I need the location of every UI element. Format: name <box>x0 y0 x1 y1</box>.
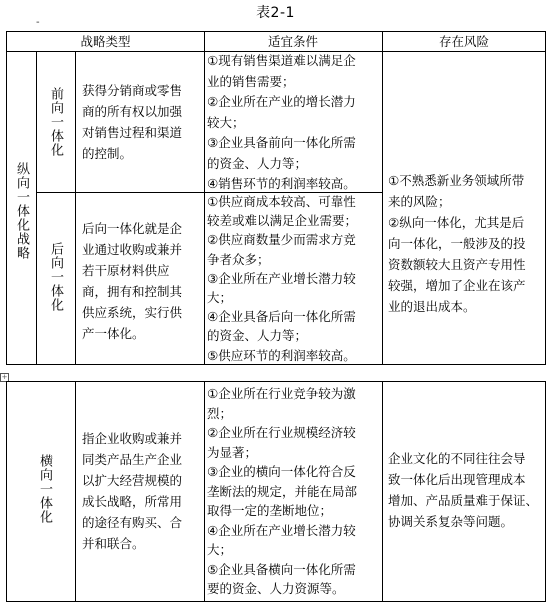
condition-line: 大； <box>207 290 233 306</box>
horizontal-desc-line: 以扩大经营规模的 <box>82 473 183 488</box>
risk-line: 业的退出成本。 <box>388 299 476 314</box>
condition-line: ③企业所在产业增长潜力较 <box>207 270 356 286</box>
condition-line: ②供应商数量少而需求方竞 <box>207 232 356 248</box>
risk-line: 致一体化后出现管理成本 <box>388 472 526 487</box>
forward-integration-label: 前向一体化 <box>48 87 63 157</box>
horizontal-integration-table <box>6 381 546 602</box>
condition-line: ④企业具备后向一体化所需 <box>207 309 356 325</box>
condition-line: ②企业所在产业的增长潜力 <box>207 94 356 109</box>
condition-line: 业的销售需要； <box>207 73 295 89</box>
condition-line: ⑤企业具备横向一体化所需 <box>207 561 356 577</box>
forward-desc-line: 的控制。 <box>82 146 133 161</box>
condition-line: 的资金、人力等； <box>207 155 308 171</box>
condition-line: 较差或难以满足企业需要； <box>207 213 358 229</box>
condition-line: 的资金、人力等； <box>207 328 308 344</box>
horizontal-desc-line: 指企业收购或兼并 <box>82 431 183 446</box>
table-title: 表2-1 <box>256 5 295 21</box>
risk-line: 协调关系复杂等问题。 <box>388 514 514 529</box>
risk-line: ②纵向一体化，尤其是后 <box>388 215 525 230</box>
condition-line: ①企业所在行业竞争较为激 <box>207 386 356 401</box>
backward-integration-description <box>82 218 202 344</box>
backward-desc-line: 若干原材料供应 <box>82 263 170 278</box>
forward-desc-line: 商的所有权以加强 <box>82 104 183 119</box>
condition-line: 垄断法的规定，并能在局部 <box>207 483 358 499</box>
backward-integration-label: 后向一体化 <box>48 242 63 312</box>
condition-line: 为显著； <box>207 444 258 460</box>
condition-line: ②企业所在行业规模经济较 <box>207 425 356 440</box>
condition-line: 大； <box>207 542 233 557</box>
horizontal-integration-description <box>82 428 202 554</box>
risk-line: 向一体化，一般涉及的投 <box>388 236 526 251</box>
horizontal-desc-line: 成长战略，所常用 <box>82 494 183 509</box>
risk-line: 较强，增加了企业在该产 <box>388 278 526 293</box>
forward-integration-description <box>82 80 202 164</box>
condition-line: 较大； <box>207 114 245 130</box>
condition-line: 烈； <box>207 405 233 421</box>
backward-integration-conditions <box>207 192 382 365</box>
condition-line: ⑤供应环节的利润率较高。 <box>207 347 356 363</box>
risk-line: 增加、产品质量难于保证、 <box>388 493 539 508</box>
risk-line: ①不熟悉新业务领域所带 <box>388 173 525 188</box>
condition-line: 争者众多； <box>207 251 270 267</box>
forward-integration-conditions <box>207 51 382 195</box>
risk-line: 资数额较大且资产专用性 <box>388 257 526 272</box>
backward-desc-line: 产一体化。 <box>82 326 145 341</box>
condition-line: ④企业所在产业增长潜力较 <box>207 522 356 538</box>
header-strategy-type: 战略类型 <box>80 34 131 49</box>
condition-line: ①供应商成本较高、可靠性 <box>207 194 356 209</box>
backward-desc-line: 供应系统，实行供 <box>82 305 183 320</box>
forward-desc-line: 对销售过程和渠道 <box>82 125 183 140</box>
vertical-integration-risks <box>388 170 546 317</box>
horizontal-desc-line: 同类产品生产企业 <box>82 452 183 467</box>
risk-line: 来的风险； <box>388 194 451 209</box>
vertical-strategy-label: 纵向一体化战略 <box>14 162 29 260</box>
backward-desc-line: 业通过收购或兼并 <box>82 242 183 257</box>
horizontal-desc-line: 并和联合。 <box>82 536 145 551</box>
header-risks: 存在风险 <box>438 34 489 49</box>
condition-line: ①现有销售渠道难以满足企 <box>207 53 356 68</box>
vertical-integration-table <box>6 31 546 365</box>
horizontal-integration-label: 横向一体化 <box>37 454 52 524</box>
paragraph-mark: - <box>36 17 40 28</box>
horizontal-integration-conditions <box>207 384 382 599</box>
horizontal-desc-line: 的途径有购买、合 <box>82 515 183 530</box>
risk-line: 企业文化的不同往往会导 <box>388 451 526 466</box>
backward-desc-line: 商，拥有和控制其 <box>82 284 183 299</box>
condition-line: 取得一定的垄断地位； <box>207 503 333 518</box>
header-conditions: 适宜条件 <box>267 34 318 49</box>
backward-desc-line: 后向一体化就是企 <box>82 221 183 236</box>
forward-desc-line: 获得分销商或零售 <box>82 83 183 98</box>
condition-line: 要的资金、人力资源等。 <box>207 581 345 596</box>
move-handle-icon[interactable]: + <box>1 373 8 381</box>
condition-line: ④销售环节的利润率较高。 <box>207 176 356 191</box>
horizontal-integration-risks <box>388 448 546 532</box>
condition-line: ③企业的横向一体化符合反 <box>207 464 356 479</box>
condition-line: ③企业具备前向一体化所需 <box>207 135 356 150</box>
